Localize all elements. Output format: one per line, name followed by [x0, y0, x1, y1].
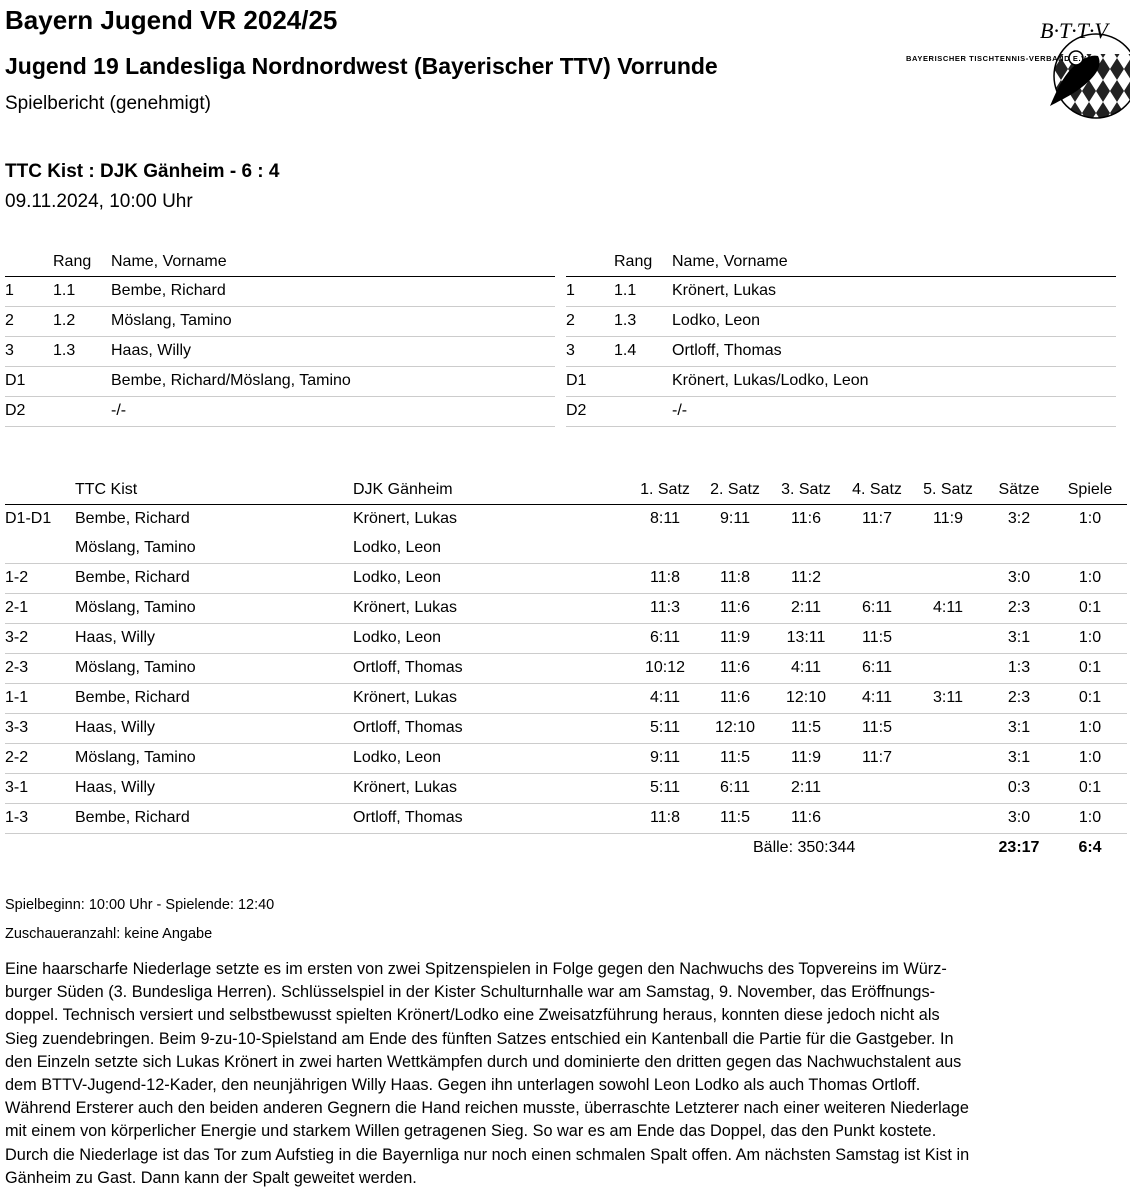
result-row — [5, 594, 1127, 624]
logo-letters: B·T·T·V — [1040, 18, 1108, 43]
set2-score: 11:9 — [720, 629, 750, 646]
lineup-row — [5, 397, 555, 427]
result-row — [5, 744, 1127, 774]
lineup-row — [5, 277, 555, 307]
lineup-pos: 2 — [5, 312, 14, 329]
set1-score: 5:11 — [650, 779, 680, 796]
saetze-score: 2:3 — [1007, 689, 1031, 706]
report-line: Durch die Niederlage ist das Tor zum Aufstieg in die Bayernliga nur noch einen schmalen Spalt offen. Am nächsten Samstag ist Kist in — [5, 1145, 970, 1164]
spiele-score: 1:0 — [1078, 719, 1102, 736]
lineup-rang: 1.4 — [614, 342, 637, 359]
match-code: D1-D1 — [5, 510, 52, 527]
guest-player: Lodko, Leon — [353, 629, 442, 646]
spiele-header: Spiele — [1067, 481, 1113, 498]
report-line: Gänheim zu Gast. Dann kann der Spalt geweitet werden. — [5, 1168, 417, 1187]
set1-score: 10:12 — [644, 659, 686, 676]
lineup-name: -/- — [672, 402, 688, 419]
home-player: Möslang, Tamino — [75, 659, 196, 676]
results-header — [5, 476, 1127, 505]
match-code: 2-3 — [5, 659, 29, 676]
rang-header: Rang — [614, 253, 653, 270]
lineup-row — [566, 277, 1116, 307]
lineup-pos: 2 — [566, 312, 575, 329]
lineup-pos: D2 — [566, 402, 587, 419]
guest-lineup — [566, 248, 1116, 427]
lineup-rang: 1.1 — [614, 282, 637, 299]
lineup-pos: D1 — [566, 372, 587, 389]
spiele-score: 1:0 — [1078, 749, 1102, 766]
set4-score: 11:7 — [862, 510, 892, 527]
set1-score: 11:8 — [650, 569, 680, 586]
lineup-name: -/- — [111, 402, 127, 419]
report-line: Sieg zuendebringen. Beim 9-zu-10-Spielstand am Ende des fünften Satzes entschied ein Kantenball die Partie für die Gastgeber. In — [5, 1029, 954, 1048]
match-code: 3-3 — [5, 719, 29, 736]
home-lineup — [5, 248, 555, 427]
lineup-row — [566, 397, 1116, 427]
report-line: den Einzeln setzte sich Lukas Krönert in zwei harten Wettkämpfen durch und dominierte den dritten gegen das Nachwuchstalent aus — [5, 1052, 962, 1071]
match-code: 1-1 — [5, 689, 29, 706]
set3-score: 12:10 — [785, 689, 827, 706]
lineup-row — [566, 337, 1116, 367]
match-code: 2-2 — [5, 749, 29, 766]
set2-score: 6:11 — [720, 779, 750, 796]
saetze-header: Sätze — [998, 481, 1040, 498]
match-code: 2-1 — [5, 599, 29, 616]
guest-player: Lodko, Leon — [353, 749, 442, 766]
set1-score: 11:3 — [650, 599, 680, 616]
match-times: Spielbeginn: 10:00 Uhr - Spielende: 12:40 — [5, 897, 275, 913]
saetze-score: 3:1 — [1007, 719, 1031, 736]
lineup-rang: 1.3 — [614, 312, 637, 329]
set5-score: 4:11 — [933, 599, 963, 616]
audience-count: Zuschaueranzahl: keine Angabe — [5, 926, 213, 942]
home-player: Möslang, Tamino — [75, 539, 196, 556]
set4-score: 6:11 — [862, 599, 892, 616]
lineup-rang: 1.2 — [53, 312, 76, 329]
set3-score: 11:5 — [791, 719, 821, 736]
report-line: Eine haarscharfe Niederlage setzte es im ersten von zwei Spitzenspielen in Folge gegen den Nachwuchs des Topvereins im Würz- — [5, 960, 947, 978]
spiele-score: 1:0 — [1078, 629, 1102, 646]
set2-score: 11:6 — [720, 689, 750, 706]
set1-header: 1. Satz — [640, 481, 690, 498]
match-report — [5, 958, 1120, 1190]
spiele-score: 1:0 — [1078, 569, 1102, 586]
set2-header: 2. Satz — [710, 481, 760, 498]
league-title: Jugend 19 Landesliga Nordnordwest (Bayerischer TTV) Vorrunde — [5, 53, 718, 79]
match-code: 3-1 — [5, 779, 29, 796]
result-row — [5, 714, 1127, 744]
home-player: Haas, Willy — [75, 779, 156, 796]
guest-player: Ortloff, Thomas — [353, 809, 463, 826]
set4-header: 4. Satz — [852, 481, 902, 498]
lineup-name: Ortloff, Thomas — [672, 342, 782, 359]
match-code: 3-2 — [5, 629, 29, 646]
lineup-rang: 1.3 — [53, 342, 76, 359]
set1-score: 8:11 — [650, 510, 680, 527]
guest-player: Krönert, Lukas — [353, 510, 458, 527]
home-player: Bembe, Richard — [75, 689, 190, 706]
saetze-score: 3:0 — [1007, 809, 1031, 826]
lineup-name: Krönert, Lukas/Lodko, Leon — [672, 372, 869, 389]
set4-score: 6:11 — [862, 659, 892, 676]
set3-score: 11:9 — [791, 749, 821, 766]
spiele-score: 0:1 — [1078, 779, 1102, 796]
spiele-score: 1:0 — [1078, 510, 1102, 527]
lineup-name: Bembe, Richard — [111, 282, 226, 299]
lineup-row — [566, 307, 1116, 337]
spiele-score: 0:1 — [1078, 689, 1102, 706]
lineup-name: Bembe, Richard/Möslang, Tamino — [111, 372, 351, 389]
saetze-score: 0:3 — [1007, 779, 1031, 796]
bttv-logo — [900, 14, 1130, 126]
lineup-header — [5, 248, 555, 277]
saetze-score: 3:0 — [1007, 569, 1031, 586]
result-row — [5, 684, 1127, 714]
home-team-header: TTC Kist — [75, 481, 138, 498]
guest-player: Krönert, Lukas — [353, 689, 458, 706]
lineup-name: Möslang, Tamino — [111, 312, 232, 329]
home-player: Bembe, Richard — [75, 510, 190, 527]
spiele-score: 1:0 — [1078, 809, 1102, 826]
set2-score: 11:6 — [720, 599, 750, 616]
lineup-name: Krönert, Lukas — [672, 282, 777, 299]
result-row — [5, 505, 1127, 534]
set3-score: 13:11 — [786, 629, 826, 646]
set3-score: 11:6 — [791, 809, 821, 826]
match-code: 1-3 — [5, 809, 29, 826]
lineup-pos: D2 — [5, 402, 26, 419]
set5-score: 11:9 — [933, 510, 963, 527]
home-player: Haas, Willy — [75, 629, 156, 646]
result-row — [5, 564, 1127, 594]
saetze-score: 2:3 — [1007, 599, 1031, 616]
set4-score: 4:11 — [862, 689, 892, 706]
set3-score: 2:11 — [791, 599, 821, 616]
set1-score: 11:8 — [650, 809, 680, 826]
name-header: Name, Vorname — [111, 253, 227, 270]
lineup-row — [5, 337, 555, 367]
set4-score: 11:5 — [862, 629, 892, 646]
home-player: Möslang, Tamino — [75, 599, 196, 616]
name-header: Name, Vorname — [672, 253, 788, 270]
lineup-pos: 3 — [566, 342, 575, 359]
report-line: burger Süden (3. Bundesliga Herren). Schlüsselspiel in der Kister Schulturnhalle war am Samstag, 9. November, das Eröffnungs- — [5, 983, 936, 1002]
guest-player: Krönert, Lukas — [353, 599, 458, 616]
spiele-score: 0:1 — [1078, 599, 1102, 616]
set2-score: 11:8 — [720, 569, 750, 586]
report-status: Spielbericht (genehmigt) — [5, 93, 211, 114]
page-title: Bayern Jugend VR 2024/25 — [5, 5, 338, 35]
report-line: Während Ersterer auch den beiden anderen Gegnern die Hand reichen musste, überraschte Letzterer nach einer weiteren Niederlage — [5, 1099, 969, 1118]
guest-player: Krönert, Lukas — [353, 779, 458, 796]
lineup-pos: 1 — [566, 282, 575, 299]
result-row — [5, 534, 1127, 564]
saetze-score: 3:1 — [1007, 749, 1031, 766]
home-player: Haas, Willy — [75, 719, 156, 736]
logo-text: BAYERISCHER TISCHTENNIS-VERBAND E.V. — [906, 54, 1089, 63]
guest-team-header: DJK Gänheim — [353, 481, 453, 498]
set3-header: 3. Satz — [781, 481, 831, 498]
saetze-score: 1:3 — [1007, 659, 1031, 676]
saetze-score: 3:1 — [1007, 629, 1031, 646]
saetze-total: 23:17 — [998, 839, 1040, 856]
lineup-row — [566, 367, 1116, 397]
set1-score: 6:11 — [650, 629, 680, 646]
home-player: Bembe, Richard — [75, 809, 190, 826]
results-summary — [5, 834, 1127, 866]
set2-score: 11:5 — [720, 749, 750, 766]
match-result: TTC Kist : DJK Gänheim - 6 : 4 — [5, 161, 280, 182]
lineup-pos: D1 — [5, 372, 26, 389]
results-table — [5, 476, 1127, 866]
home-player: Bembe, Richard — [75, 569, 190, 586]
lineup-pos: 1 — [5, 282, 14, 299]
lineup-name: Lodko, Leon — [672, 312, 761, 329]
rang-header: Rang — [53, 253, 92, 270]
result-row — [5, 774, 1127, 804]
set3-score: 11:6 — [791, 510, 821, 527]
set1-score: 9:11 — [650, 749, 680, 766]
set2-score: 12:10 — [714, 719, 756, 736]
saetze-score: 3:2 — [1007, 510, 1031, 527]
match-code: 1-2 — [5, 569, 29, 586]
set5-score: 3:11 — [933, 689, 963, 706]
report-line: dem BTTV-Jugend-12-Kader, den neunjährigen Willy Haas. Gegen ihn unterlagen sowohl Leon Lodko als auch Thomas Ortloff. — [5, 1076, 921, 1095]
result-row — [5, 624, 1127, 654]
spiele-score: 0:1 — [1078, 659, 1102, 676]
report-line: mit einem von körperlicher Energie und starkem Willen getragenen Sieg. So war es am Ende das Doppel, das den Punkt kostete. — [5, 1122, 937, 1141]
result-row — [5, 804, 1127, 834]
guest-player: Lodko, Leon — [353, 569, 442, 586]
set1-score: 4:11 — [650, 689, 680, 706]
home-player: Möslang, Tamino — [75, 749, 196, 766]
lineup-row — [5, 307, 555, 337]
spiele-total: 6:4 — [1078, 839, 1102, 856]
lineup-pos: 3 — [5, 342, 14, 359]
set4-score: 11:7 — [862, 749, 892, 766]
guest-player: Ortloff, Thomas — [353, 659, 463, 676]
set3-score: 2:11 — [791, 779, 821, 796]
lineup-header — [566, 248, 1116, 277]
lineup-name: Haas, Willy — [111, 342, 192, 359]
set2-score: 11:6 — [720, 659, 750, 676]
set3-score: 4:11 — [791, 659, 821, 676]
lineup-rang: 1.1 — [53, 282, 76, 299]
guest-player: Ortloff, Thomas — [353, 719, 463, 736]
guest-player: Lodko, Leon — [353, 539, 442, 556]
match-date: 09.11.2024, 10:00 Uhr — [5, 191, 193, 212]
set1-score: 5:11 — [650, 719, 680, 736]
set2-score: 9:11 — [720, 510, 750, 527]
set3-score: 11:2 — [791, 569, 821, 586]
result-row — [5, 654, 1127, 684]
lineup-row — [5, 367, 555, 397]
set2-score: 11:5 — [720, 809, 750, 826]
set5-header: 5. Satz — [923, 481, 973, 498]
balls-total: Bälle: 350:344 — [753, 839, 856, 856]
report-line: doppel. Technisch versiert und selbstbewusst spielten Krönert/Lodko eine Zweisatzführung heraus, konnten diese jedoch nicht als — [5, 1006, 940, 1025]
set4-score: 11:5 — [862, 719, 892, 736]
